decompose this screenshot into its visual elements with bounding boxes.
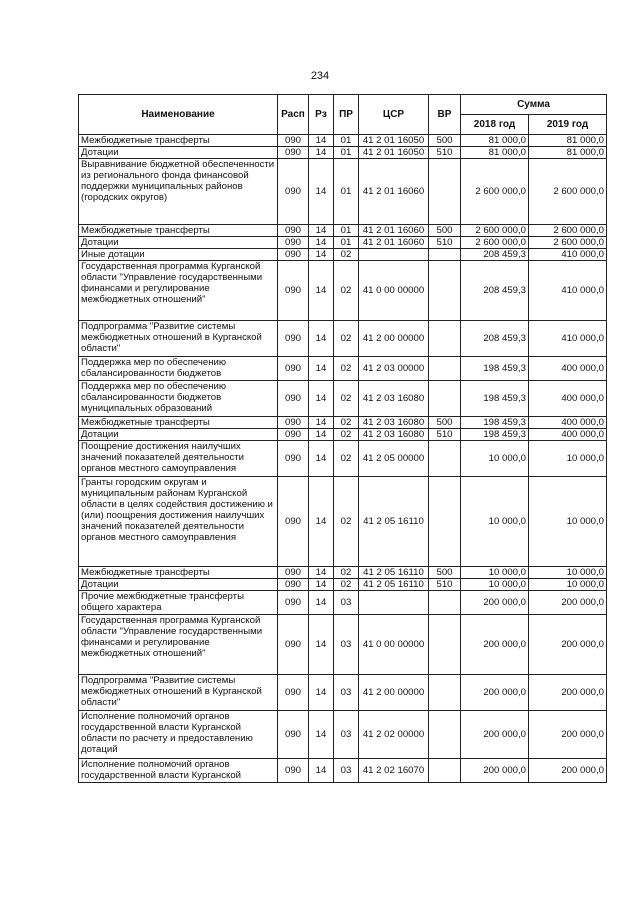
table-row [79, 357, 607, 381]
row-pr: 02 [334, 249, 359, 261]
row-sum-2018: 200 000,0 [461, 591, 529, 615]
row-rz: 14 [309, 225, 334, 237]
row-sum-2018: 2 600 000,0 [461, 225, 529, 237]
row-name-text: Исполнение полномочий органов государственной власти Курганской области по расчету и предоставлению дотаций [81, 711, 253, 755]
row-name [79, 381, 278, 417]
row-sum-2018: 2 600 000,0 [461, 159, 529, 225]
row-sum-2019: 400 000,0 [529, 381, 607, 417]
row-csr: 41 2 01 16060 [359, 237, 429, 249]
row-pr: 02 [334, 579, 359, 591]
row-rasp: 090 [278, 441, 309, 477]
row-name [79, 477, 278, 567]
row-sum-2018: 198 459,3 [461, 357, 529, 381]
row-sum-2019: 200 000,0 [529, 675, 607, 711]
table-row [79, 417, 607, 429]
row-sum-2019: 400 000,0 [529, 357, 607, 381]
row-csr: 41 2 01 16050 [359, 147, 429, 159]
row-rz: 14 [309, 159, 334, 225]
row-rz: 14 [309, 615, 334, 675]
header-pr: ПР [334, 95, 359, 135]
row-sum-2019: 410 000,0 [529, 321, 607, 357]
row-rasp: 090 [278, 759, 309, 783]
row-csr: 41 2 03 16080 [359, 417, 429, 429]
table-row [79, 615, 607, 675]
header-2018: 2018 год [461, 115, 529, 135]
row-name [79, 249, 278, 261]
row-pr: 02 [334, 261, 359, 321]
row-sum-2019: 200 000,0 [529, 591, 607, 615]
row-pr: 02 [334, 477, 359, 567]
row-pr: 02 [334, 321, 359, 357]
row-pr: 03 [334, 591, 359, 615]
row-rasp: 090 [278, 615, 309, 675]
row-csr: 41 0 00 00000 [359, 615, 429, 675]
row-rz: 14 [309, 429, 334, 441]
row-name [79, 159, 278, 225]
row-rz: 14 [309, 567, 334, 579]
header-rz: Рз [309, 95, 334, 135]
row-rz: 14 [309, 135, 334, 147]
table-row [79, 237, 607, 249]
header-csr: ЦСР [359, 95, 429, 135]
row-name-text: Межбюджетные трансферты [81, 135, 210, 146]
header-row [79, 95, 607, 115]
row-name-text: Прочие межбюджетные трансферты общего характера [81, 591, 244, 613]
row-rz: 14 [309, 357, 334, 381]
row-sum-2018: 10 000,0 [461, 579, 529, 591]
row-rz: 14 [309, 261, 334, 321]
table-row [79, 441, 607, 477]
table-row [79, 225, 607, 237]
row-pr: 02 [334, 357, 359, 381]
row-sum-2019: 81 000,0 [529, 135, 607, 147]
row-vr: 500 [429, 225, 461, 237]
row-sum-2019: 2 600 000,0 [529, 237, 607, 249]
row-name [79, 135, 278, 147]
row-name-text: Дотации [81, 579, 119, 590]
row-name-text: Дотации [81, 237, 119, 248]
row-name [79, 429, 278, 441]
row-vr [429, 591, 461, 615]
row-pr: 02 [334, 567, 359, 579]
row-sum-2018: 10 000,0 [461, 477, 529, 567]
row-rz: 14 [309, 381, 334, 417]
row-sum-2019: 410 000,0 [529, 261, 607, 321]
header-name: Наименование [79, 95, 278, 135]
table-row [79, 567, 607, 579]
table-row [79, 579, 607, 591]
row-name-text: Поощрение достижения наилучших значений показателей деятельности органов местного самоуправления [81, 441, 244, 474]
row-csr: 41 2 00 00000 [359, 675, 429, 711]
row-sum-2019: 10 000,0 [529, 441, 607, 477]
row-vr [429, 477, 461, 567]
row-vr [429, 261, 461, 321]
row-vr: 500 [429, 135, 461, 147]
row-rasp: 090 [278, 579, 309, 591]
row-name-text: Иные дотации [81, 249, 145, 260]
row-csr: 41 2 01 16060 [359, 159, 429, 225]
row-rz: 14 [309, 441, 334, 477]
row-name-text: Межбюджетные трансферты [81, 225, 210, 236]
row-rasp: 090 [278, 567, 309, 579]
table-row [79, 261, 607, 321]
table-row [79, 675, 607, 711]
row-name [79, 759, 278, 783]
row-csr: 41 2 05 00000 [359, 441, 429, 477]
table-row [79, 759, 607, 783]
row-sum-2018: 208 459,3 [461, 249, 529, 261]
row-name [79, 261, 278, 321]
row-name-text: Дотации [81, 147, 119, 158]
table-row [79, 135, 607, 147]
row-pr: 01 [334, 135, 359, 147]
row-pr: 03 [334, 615, 359, 675]
row-rz: 14 [309, 477, 334, 567]
row-vr [429, 357, 461, 381]
row-rasp: 090 [278, 417, 309, 429]
row-name-text: Межбюджетные трансферты [81, 417, 210, 428]
row-rasp: 090 [278, 261, 309, 321]
row-sum-2019: 200 000,0 [529, 615, 607, 675]
row-csr: 41 2 03 00000 [359, 357, 429, 381]
row-sum-2019: 10 000,0 [529, 567, 607, 579]
row-sum-2018: 81 000,0 [461, 147, 529, 159]
row-sum-2019: 400 000,0 [529, 417, 607, 429]
row-sum-2018: 208 459,3 [461, 261, 529, 321]
table-row [79, 147, 607, 159]
row-csr [359, 249, 429, 261]
row-csr: 41 2 05 16110 [359, 477, 429, 567]
row-sum-2018: 198 459,3 [461, 381, 529, 417]
row-rz: 14 [309, 675, 334, 711]
row-sum-2019: 2 600 000,0 [529, 225, 607, 237]
row-vr [429, 159, 461, 225]
row-pr: 01 [334, 237, 359, 249]
row-vr [429, 615, 461, 675]
row-pr: 03 [334, 759, 359, 783]
row-name-text: Поддержка мер по обеспечению сбалансированности бюджетов [81, 357, 227, 379]
page-number: 234 [310, 70, 330, 82]
row-pr: 02 [334, 441, 359, 477]
row-name [79, 579, 278, 591]
row-name [79, 441, 278, 477]
row-sum-2018: 200 000,0 [461, 759, 529, 783]
row-rz: 14 [309, 249, 334, 261]
header-rasp: Расп [278, 95, 309, 135]
row-name [79, 675, 278, 711]
row-sum-2019: 81 000,0 [529, 147, 607, 159]
row-csr: 41 2 01 16060 [359, 225, 429, 237]
row-sum-2019: 200 000,0 [529, 759, 607, 783]
row-sum-2018: 81 000,0 [461, 135, 529, 147]
row-sum-2018: 198 459,3 [461, 429, 529, 441]
row-pr: 03 [334, 711, 359, 759]
row-rasp: 090 [278, 321, 309, 357]
row-name [79, 147, 278, 159]
row-name [79, 357, 278, 381]
row-name [79, 615, 278, 675]
row-csr: 41 2 03 16080 [359, 429, 429, 441]
row-csr: 41 2 02 00000 [359, 711, 429, 759]
row-vr: 510 [429, 147, 461, 159]
row-pr: 01 [334, 159, 359, 225]
row-sum-2019: 200 000,0 [529, 711, 607, 759]
row-name-text: Подпрограмма "Развитие системы межбюджетных отношений в Курганской области" [81, 675, 262, 708]
row-pr: 02 [334, 381, 359, 417]
row-vr [429, 381, 461, 417]
row-csr: 41 2 00 00000 [359, 321, 429, 357]
row-csr: 41 0 00 00000 [359, 261, 429, 321]
row-sum-2019: 400 000,0 [529, 429, 607, 441]
row-vr: 500 [429, 417, 461, 429]
row-rasp: 090 [278, 591, 309, 615]
row-csr: 41 2 05 16110 [359, 579, 429, 591]
row-rz: 14 [309, 417, 334, 429]
row-name-text: Подпрограмма "Развитие системы межбюджетных отношений в Курганской области" [81, 321, 262, 354]
row-rz: 14 [309, 759, 334, 783]
row-name [79, 321, 278, 357]
header-2019: 2019 год [529, 115, 607, 135]
row-sum-2018: 2 600 000,0 [461, 237, 529, 249]
row-csr: 41 2 01 16050 [359, 135, 429, 147]
row-name-text: Дотации [81, 429, 119, 440]
table-row [79, 159, 607, 225]
row-rasp: 090 [278, 225, 309, 237]
row-vr: 500 [429, 567, 461, 579]
row-rz: 14 [309, 711, 334, 759]
row-name-text: Государственная программа Курганской области "Управление государственными финансами и регулирование межбюджетных отношений" [81, 261, 263, 305]
row-name [79, 567, 278, 579]
row-name [79, 711, 278, 759]
row-name-text: Поддержка мер по обеспечению сбалансированности бюджетов муниципальных образований [81, 381, 227, 414]
row-csr: 41 2 02 16070 [359, 759, 429, 783]
row-name-text: Выравнивание бюджетной обеспеченности из регионального фонда финансовой поддержки муниципальных районов (городских округов) [81, 159, 275, 203]
row-pr: 02 [334, 417, 359, 429]
header-vr: ВР [429, 95, 461, 135]
row-rasp: 090 [278, 381, 309, 417]
row-vr [429, 441, 461, 477]
row-vr: 510 [429, 237, 461, 249]
table-row [79, 591, 607, 615]
row-pr: 02 [334, 429, 359, 441]
row-pr: 01 [334, 147, 359, 159]
row-rasp: 090 [278, 249, 309, 261]
row-sum-2019: 410 000,0 [529, 249, 607, 261]
row-rz: 14 [309, 321, 334, 357]
row-rz: 14 [309, 237, 334, 249]
row-rasp: 090 [278, 135, 309, 147]
row-name [79, 225, 278, 237]
row-sum-2018: 200 000,0 [461, 675, 529, 711]
budget-table [78, 94, 607, 783]
row-sum-2018: 198 459,3 [461, 417, 529, 429]
row-name-text: Гранты городским округам и муниципальным районам Курганской области в целях содействия достижению и (или) поощрения достижения наилучших значений показателей деятельности органов местного самоуправления [81, 477, 273, 543]
row-pr: 01 [334, 225, 359, 237]
row-rasp: 090 [278, 237, 309, 249]
table-row [79, 429, 607, 441]
row-name [79, 417, 278, 429]
table-row [79, 381, 607, 417]
header-sum: Сумма [461, 95, 607, 115]
table-row [79, 321, 607, 357]
row-rz: 14 [309, 147, 334, 159]
table-row [79, 477, 607, 567]
table-row [79, 249, 607, 261]
row-name-text: Государственная программа Курганской области "Управление государственными финансами и регулирование межбюджетных отношений" [81, 615, 263, 659]
row-vr [429, 711, 461, 759]
row-name-text: Межбюджетные трансферты [81, 567, 210, 578]
row-sum-2019: 2 600 000,0 [529, 159, 607, 225]
row-name [79, 237, 278, 249]
row-csr: 41 2 05 16110 [359, 567, 429, 579]
row-rz: 14 [309, 591, 334, 615]
row-vr [429, 675, 461, 711]
row-rasp: 090 [278, 147, 309, 159]
row-sum-2018: 10 000,0 [461, 441, 529, 477]
row-rasp: 090 [278, 159, 309, 225]
table-body [79, 135, 607, 783]
row-sum-2018: 200 000,0 [461, 711, 529, 759]
row-vr [429, 759, 461, 783]
row-name [79, 591, 278, 615]
row-rasp: 090 [278, 477, 309, 567]
row-pr: 03 [334, 675, 359, 711]
row-rasp: 090 [278, 675, 309, 711]
row-vr [429, 321, 461, 357]
row-vr: 510 [429, 429, 461, 441]
row-vr [429, 249, 461, 261]
row-csr: 41 2 03 16080 [359, 381, 429, 417]
row-csr [359, 591, 429, 615]
row-sum-2019: 10 000,0 [529, 477, 607, 567]
row-sum-2018: 208 459,3 [461, 321, 529, 357]
row-name-text: Исполнение полномочий органов государственной власти Курганской [81, 759, 241, 781]
row-vr: 510 [429, 579, 461, 591]
table-row [79, 711, 607, 759]
row-sum-2018: 10 000,0 [461, 567, 529, 579]
row-sum-2018: 200 000,0 [461, 615, 529, 675]
row-rz: 14 [309, 579, 334, 591]
row-rasp: 090 [278, 357, 309, 381]
row-rasp: 090 [278, 429, 309, 441]
row-sum-2019: 10 000,0 [529, 579, 607, 591]
row-rasp: 090 [278, 711, 309, 759]
